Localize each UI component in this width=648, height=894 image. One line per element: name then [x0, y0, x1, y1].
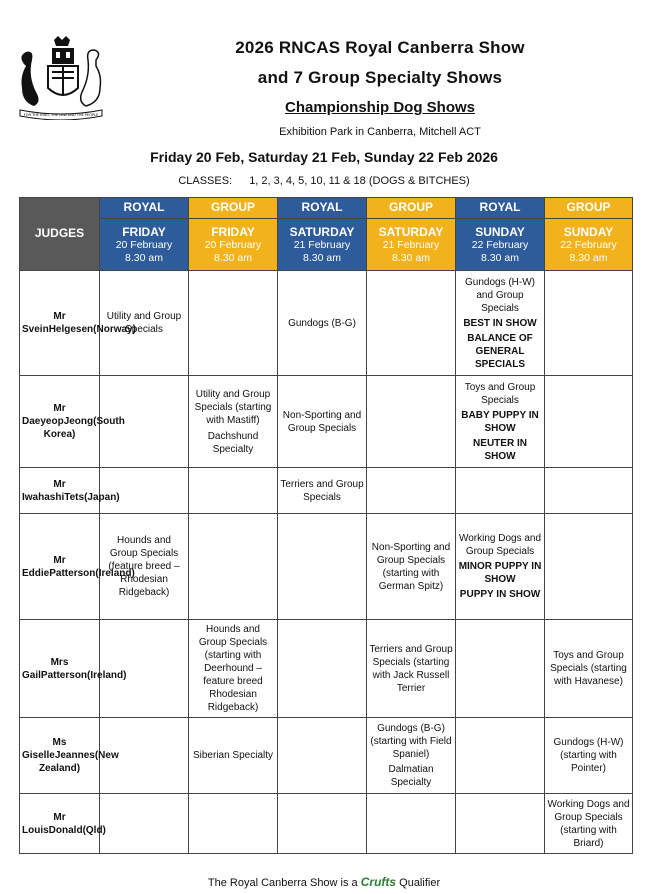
schedule-cell: Gundogs (B-G)	[278, 271, 367, 376]
col-day-3: SATURDAY 21 February 8.30 am	[278, 219, 367, 271]
title-line-2: and 7 Group Specialty Shows	[257, 68, 503, 87]
col-type-1: ROYAL	[100, 198, 189, 219]
venue: Exhibition Park in Canberra, Mitchell ACT	[279, 126, 481, 138]
schedule-cell	[189, 468, 278, 514]
judge-name: Mr LouisDonald(Qld)	[20, 794, 100, 854]
col-type-6: GROUP	[545, 198, 633, 219]
col-type-4: GROUP	[367, 198, 456, 219]
schedule-cell	[545, 376, 633, 468]
schedule-cell	[189, 271, 278, 376]
table-row	[20, 271, 633, 376]
judge-name: Mr EddiePatterson(Ireland)	[20, 514, 100, 620]
schedule-cell: Siberian Specialty	[189, 718, 278, 794]
schedule-cell: Hounds and Group Specials (feature breed – Rhodesian Ridgeback)	[100, 514, 189, 620]
schedule-cell: Non-Sporting and Group Specials (starting with German Spitz)	[367, 514, 456, 620]
col-day-2: FRIDAY 20 February 8.30 am	[189, 219, 278, 271]
judging-schedule-table	[19, 197, 633, 854]
schedule-cell: Hounds and Group Specials (starting with Deerhound – feature breed Rhodesian Ridgeback)	[189, 620, 278, 718]
svg-text:FOR THE KING, THE LAW AND THE: FOR THE KING, THE LAW AND THE PEOPLE	[23, 113, 99, 117]
schedule-cell: Gundogs (B-G) (starting with Field Spaniel) Dalmatian Specialty	[367, 718, 456, 794]
schedule-cell	[278, 620, 367, 718]
footer-note	[0, 875, 648, 889]
schedule-cell: Working Dogs and Group Specials MINOR PUPPY IN SHOW PUPPY IN SHOW	[456, 514, 545, 620]
col-day-5: SUNDAY 22 February 8.30 am	[456, 219, 545, 271]
schedule-cell: Toys and Group Specials (starting with Havanese)	[545, 620, 633, 718]
schedule-cell: Gundogs (H-W) (starting with Pointer)	[545, 718, 633, 794]
col-type-2: GROUP	[189, 198, 278, 219]
schedule-cell	[100, 468, 189, 514]
table-row	[20, 794, 633, 854]
judge-name: Mrs GailPatterson(Ireland)	[20, 620, 100, 718]
judge-name: Mr DaeyeopJeong(South Korea)	[20, 376, 100, 468]
schedule-cell	[456, 468, 545, 514]
schedule-cell	[367, 271, 456, 376]
col-day-4: SATURDAY 21 February 8.30 am	[367, 219, 456, 271]
schedule-cell	[367, 376, 456, 468]
schedule-cell	[545, 514, 633, 620]
schedule-cell: Utility and Group Specials	[100, 271, 189, 376]
schedule-cell	[100, 794, 189, 854]
judges-header: JUDGES	[20, 198, 100, 271]
rncas-crest-logo	[16, 36, 106, 120]
table-row	[20, 468, 633, 514]
judge-name: Mr SveinHelgesen(Norway)	[20, 271, 100, 376]
table-row	[20, 718, 633, 794]
classes-label: CLASSES:	[178, 175, 233, 187]
schedule-cell	[278, 514, 367, 620]
subtitle: Championship Dog Shows	[285, 99, 475, 116]
footer-prefix: The Royal Canberra Show is a	[207, 877, 358, 889]
day-header-row	[20, 219, 633, 271]
col-type-3: ROYAL	[278, 198, 367, 219]
schedule-cell	[456, 794, 545, 854]
col-type-5: ROYAL	[456, 198, 545, 219]
schedule-cell	[189, 794, 278, 854]
table-row	[20, 514, 633, 620]
schedule-cell: Gundogs (H-W) and Group Specials BEST IN SHOW BALANCE OF GENERAL SPECIALS	[456, 271, 545, 376]
type-header-row	[20, 198, 633, 219]
schedule-cell	[545, 271, 633, 376]
schedule-cell: Toys and Group Specials BABY PUPPY IN SHOW NEUTER IN SHOW	[456, 376, 545, 468]
schedule-cell: Non-Sporting and Group Specials	[278, 376, 367, 468]
schedule-cell: Terriers and Group Specials (starting with Jack Russell Terrier	[367, 620, 456, 718]
title-line-1: 2026 RNCAS Royal Canberra Show	[235, 38, 525, 57]
schedule-cell	[278, 794, 367, 854]
schedule-cell	[189, 514, 278, 620]
schedule-cell	[456, 718, 545, 794]
schedule-cell	[367, 794, 456, 854]
judge-name: Mr IwahashiTets(Japan)	[20, 468, 100, 514]
schedule-cell	[545, 468, 633, 514]
crufts-logo: Crufts	[360, 875, 397, 889]
schedule-cell: Working Dogs and Group Specials (starting with Briard)	[545, 794, 633, 854]
show-dates: Friday 20 Feb, Saturday 21 Feb, Sunday 22 Feb 2026	[150, 149, 498, 165]
judge-name: Ms GiselleJeannes(New Zealand)	[20, 718, 100, 794]
schedule-cell	[278, 718, 367, 794]
schedule-cell	[100, 620, 189, 718]
schedule-cell: Terriers and Group Specials	[278, 468, 367, 514]
footer-suffix: Qualifier	[399, 877, 441, 889]
col-day-6: SUNDAY 22 February 8.30 am	[545, 219, 633, 271]
classes-line	[0, 175, 648, 187]
classes-value: 1, 2, 3, 4, 5, 10, 11 & 18 (DOGS & BITCHES)	[249, 175, 470, 187]
table-row	[20, 620, 633, 718]
col-day-1: FRIDAY 20 February 8.30 am	[100, 219, 189, 271]
table-row	[20, 376, 633, 468]
schedule-cell: Utility and Group Specials (starting with Mastiff) Dachshund Specialty	[189, 376, 278, 468]
schedule-cell	[367, 468, 456, 514]
schedule-cell	[456, 620, 545, 718]
